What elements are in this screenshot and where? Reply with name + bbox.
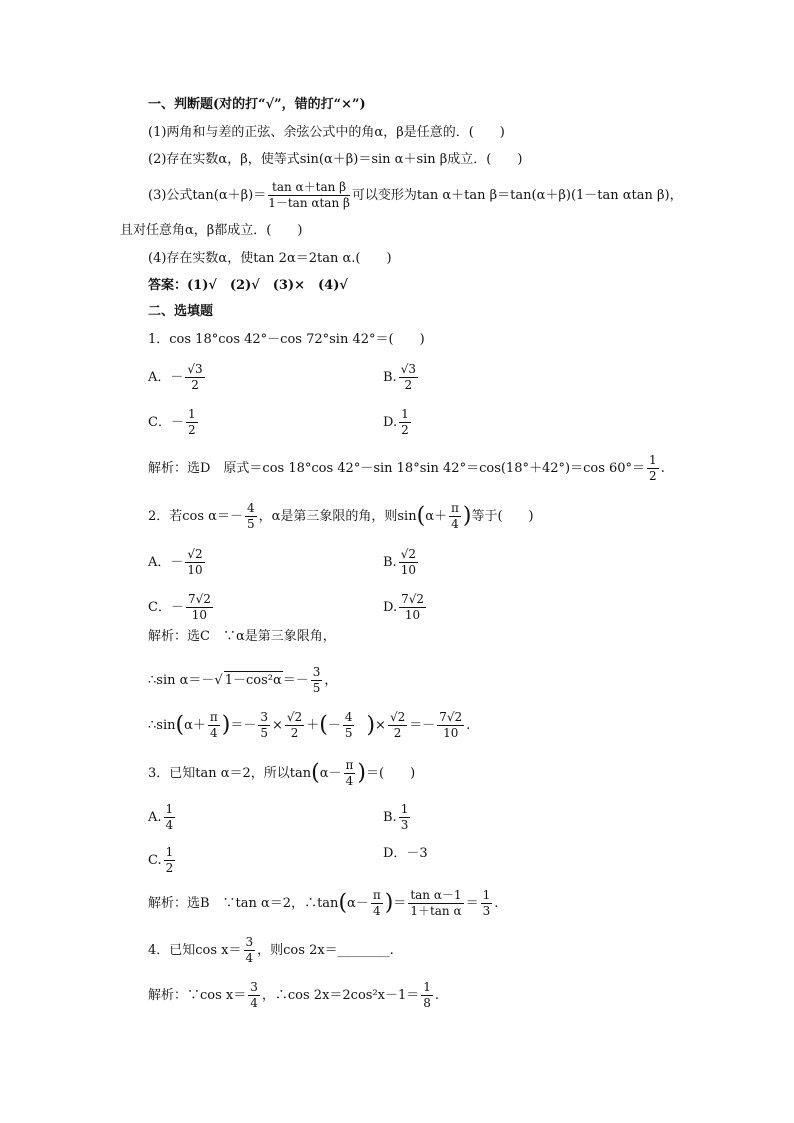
p3-sol-c: ＝ <box>393 896 407 911</box>
sqrt-sign: √ <box>214 673 223 688</box>
p2-d-fraction <box>399 592 426 623</box>
pi-den: 4 <box>209 726 218 740</box>
num: 3 <box>260 710 268 724</box>
den: 5 <box>344 726 353 740</box>
p2-sol3-pi-frac <box>208 710 220 741</box>
p2-solution-1: 解析：选C ∵α是第三象限角， <box>148 629 336 644</box>
p2-sol3-a: ∴sin <box>148 718 176 733</box>
right-paren: ) <box>384 890 394 916</box>
q3-prefix: (3)公式tan(α＋β)＝ <box>148 188 267 203</box>
p2-c-den: 10 <box>191 608 208 622</box>
p1-option-a <box>148 362 207 393</box>
q3-fraction <box>268 180 350 211</box>
p1-c-fraction <box>186 407 198 438</box>
den: 10 <box>443 726 459 740</box>
p4-sol-num1: 3 <box>250 980 258 994</box>
p4-stem-fraction <box>244 935 256 966</box>
p3-sol-den2: 3 <box>482 904 491 918</box>
p2-stem-pi-frac <box>449 501 461 532</box>
p1-solution-text: 解析：选D 原式＝cos 18°cos 42°－sin 18°sin 42°＝cos(18°＋42°)＝cos 60°＝ <box>148 461 646 476</box>
p2-sol3-frac-3 <box>343 710 355 741</box>
judge-q3-continued: 且对任意角α，β都成立．( ) <box>120 223 303 238</box>
p1-c-label: C．－ <box>148 415 184 430</box>
p3-option-b <box>383 802 412 833</box>
p1-option-b <box>383 362 420 393</box>
p3-sol-num: tan α－1 <box>410 888 462 902</box>
p3-b-label: B. <box>383 810 397 825</box>
p2-stem-den: 5 <box>246 517 255 531</box>
p3-a-den: 4 <box>165 818 174 832</box>
p2-sol3-frac-1 <box>258 710 270 741</box>
right-paren: ) <box>357 760 367 786</box>
p2-c-num: 7√2 <box>187 592 211 606</box>
p2-a-num: √2 <box>187 547 203 561</box>
p3-option-c <box>148 845 177 876</box>
p4-stem-den: 4 <box>245 951 254 965</box>
p1-b-num: √3 <box>400 362 416 376</box>
p2-sol3-frac-4 <box>388 710 407 741</box>
p2-sol2-den: 5 <box>312 681 321 695</box>
right-paren: ) <box>221 712 231 738</box>
pi-den: 4 <box>372 904 381 918</box>
p1-sol-den: 2 <box>649 469 657 483</box>
den: 2 <box>290 726 299 740</box>
p2-b-label: B. <box>383 555 397 570</box>
num: √2 <box>286 710 303 724</box>
p2-option-b <box>383 547 420 578</box>
p1-b-label: B. <box>383 370 397 385</box>
p4-stem <box>148 935 394 966</box>
num: 7√2 <box>439 710 463 724</box>
left-paren: ( <box>338 890 348 916</box>
p4-sol-num2: 1 <box>423 980 431 994</box>
p3-solution <box>148 888 498 919</box>
p3-sol-pi-frac <box>371 888 383 919</box>
p2-stem-num: 4 <box>246 501 255 515</box>
p1-c-num: 1 <box>187 407 196 421</box>
p3-sol-den: 1＋tan α <box>410 904 462 918</box>
p2-sol2-fraction <box>311 665 323 696</box>
p3-stem-c: ＝( ) <box>366 766 416 781</box>
q3-suffix: 可以变形为tan α＋tan β＝tan(α＋β)(1－tan αtan β)， <box>351 188 683 203</box>
p4-sol-den2: 8 <box>423 996 431 1010</box>
pi-num: π <box>372 888 381 902</box>
den: 5 <box>260 726 268 740</box>
p1-d-num: 1 <box>401 407 409 421</box>
p1-d-fraction <box>399 407 411 438</box>
p1-b-den: 2 <box>404 378 413 392</box>
p1-sol-num: 1 <box>649 453 657 467</box>
pi-num: π <box>450 501 459 515</box>
p2-sol2-radicand: 1－cos²α <box>224 673 282 688</box>
judge-q2: (2)存在实数α，β，使等式sin(α＋β)＝sin α＋sin β成立．( ) <box>148 152 523 167</box>
period: . <box>466 718 471 733</box>
p2-sol2-b: ＝－ <box>282 673 309 688</box>
p3-b-num: 1 <box>400 802 409 816</box>
p3-sol-end: . <box>494 896 499 911</box>
p2-b-fraction <box>399 547 418 578</box>
right-paren: ) <box>462 503 472 529</box>
p3-sol-num2: 1 <box>482 888 491 902</box>
pi-den: 4 <box>451 517 459 531</box>
p2-sol2-num: 3 <box>312 665 321 679</box>
p4-stem-a: 4．已知cos x＝ <box>148 943 242 958</box>
p2-a-den: 10 <box>187 563 203 577</box>
p2-b-num: √2 <box>400 547 416 561</box>
p4-stem-b: ，则cos 2x＝________. <box>257 943 394 958</box>
p1-a-fraction <box>185 362 204 393</box>
p3-b-fraction <box>399 802 411 833</box>
p3-stem-b: α－ <box>319 766 342 781</box>
p2-a-fraction <box>185 547 204 578</box>
p3-c-num: 1 <box>165 845 174 859</box>
p1-solution-fraction <box>647 453 659 484</box>
p2-option-d <box>383 592 428 623</box>
p1-d-label: D. <box>383 415 398 430</box>
p2-sol2-end: ， <box>324 673 338 688</box>
p2-option-a <box>148 547 207 578</box>
p3-option-d: D．－3 <box>383 846 428 861</box>
num: 4 <box>344 710 353 724</box>
den: 2 <box>393 726 402 740</box>
p3-sol-a: 解析：选B ∵tan α＝2，∴tan <box>148 896 339 911</box>
left-paren: ( <box>311 760 320 786</box>
p3-c-den: 2 <box>165 861 174 875</box>
p2-d-den: 10 <box>404 608 421 622</box>
judge-q4: (4)存在实数α，使tan 2α＝2tan α.( ) <box>148 251 392 266</box>
p4-stem-num: 3 <box>245 935 254 949</box>
p2-sol3-b: α＋ <box>184 718 206 733</box>
p2-a-label: A．－ <box>148 555 184 570</box>
p2-b-den: 10 <box>400 563 416 577</box>
p3-c-fraction <box>164 845 176 876</box>
judge-q3 <box>148 180 683 211</box>
p3-stem-a: 3．已知tan α＝2，所以tan <box>148 766 312 781</box>
p2-c-fraction <box>186 592 213 623</box>
left-paren: ( <box>319 712 328 738</box>
p3-a-num: 1 <box>165 802 174 816</box>
p1-a-num: √3 <box>187 362 203 376</box>
q3-numerator: tan α＋tan β <box>268 180 350 196</box>
pi-num: π <box>209 710 218 724</box>
p2-solution-3 <box>148 710 470 741</box>
p2-sol3-c: ＝－ <box>230 718 257 733</box>
q3-denominator: 1－tan αtan β <box>268 196 350 210</box>
right-paren: ) <box>366 712 376 738</box>
p1-a-den: 2 <box>191 378 199 392</box>
p2-stem-b: ，α是第三象限的角，则sin <box>258 509 417 524</box>
p3-stem-pi-frac <box>344 758 356 789</box>
p1-sol-end: . <box>660 461 665 476</box>
pi-den: 4 <box>345 774 354 788</box>
p2-d-num: 7√2 <box>401 592 425 606</box>
p1-a-label: A．－ <box>148 370 184 385</box>
p2-stem-fraction <box>245 501 257 532</box>
p4-sol-den1: 4 <box>250 996 258 1010</box>
section-2-title: 二、选填题 <box>148 304 214 319</box>
p1-solution <box>148 453 665 484</box>
minus-sign: － <box>327 718 341 733</box>
p4-sol-end: . <box>434 988 440 1003</box>
p2-sol3-frac-2 <box>285 710 304 741</box>
p1-option-d <box>383 407 413 438</box>
p2-stem-d: 等于( ) <box>471 509 534 524</box>
p3-stem <box>148 758 415 789</box>
p4-solution <box>148 980 439 1011</box>
times-sign: × <box>375 718 386 733</box>
eq-neg: ＝－ <box>409 718 436 733</box>
p2-sol2-a: ∴sin α＝－ <box>148 673 215 688</box>
num: √2 <box>389 710 406 724</box>
judge-q1: (1)两角和与差的正弦、余弦公式中的角α，β是任意的．( ) <box>148 125 505 140</box>
p3-a-label: A. <box>148 810 162 825</box>
p3-sol-fraction-2 <box>481 888 493 919</box>
p4-sol-fraction-1 <box>248 980 260 1011</box>
p3-sol-fraction <box>408 888 463 919</box>
p3-a-fraction <box>164 802 176 833</box>
section-1-title: 一、判断题(对的打“√”，错的打“×”) <box>148 97 366 112</box>
p3-sol-d: ＝ <box>465 896 479 911</box>
pi-num: π <box>345 758 354 772</box>
p2-solution-2 <box>148 665 337 696</box>
p1-d-den: 2 <box>401 423 409 437</box>
p1-b-fraction <box>399 362 418 393</box>
p4-sol-a: 解析：∵cos x＝ <box>148 988 247 1003</box>
p1-option-c <box>148 407 200 438</box>
plus-sign: ＋ <box>306 718 320 733</box>
p4-sol-fraction-2 <box>421 980 433 1011</box>
p4-sol-b: ，∴cos 2x＝2cos²x－1＝ <box>261 988 420 1003</box>
left-paren: ( <box>175 712 185 738</box>
p3-c-label: C. <box>148 853 162 868</box>
judge-answer: 答案：(1)√ (2)√ (3)× (4)√ <box>148 278 348 293</box>
left-paren: ( <box>416 503 426 529</box>
p2-stem-a: 2．若cos α＝－ <box>148 509 243 524</box>
p2-stem <box>148 501 534 532</box>
p2-d-label: D. <box>383 600 398 615</box>
p2-sol3-frac-5 <box>437 710 464 741</box>
p2-stem-c: α＋ <box>425 509 447 524</box>
p3-sol-b: α－ <box>347 896 369 911</box>
p2-option-c <box>148 592 215 623</box>
p3-option-a <box>148 802 177 833</box>
times-sign: × <box>272 718 283 733</box>
p3-b-den: 3 <box>400 818 409 832</box>
p1-c-den: 2 <box>187 423 196 437</box>
p1-stem: 1．cos 18°cos 42°－cos 72°sin 42°＝( ) <box>148 332 425 347</box>
p2-c-label: C．－ <box>148 600 184 615</box>
